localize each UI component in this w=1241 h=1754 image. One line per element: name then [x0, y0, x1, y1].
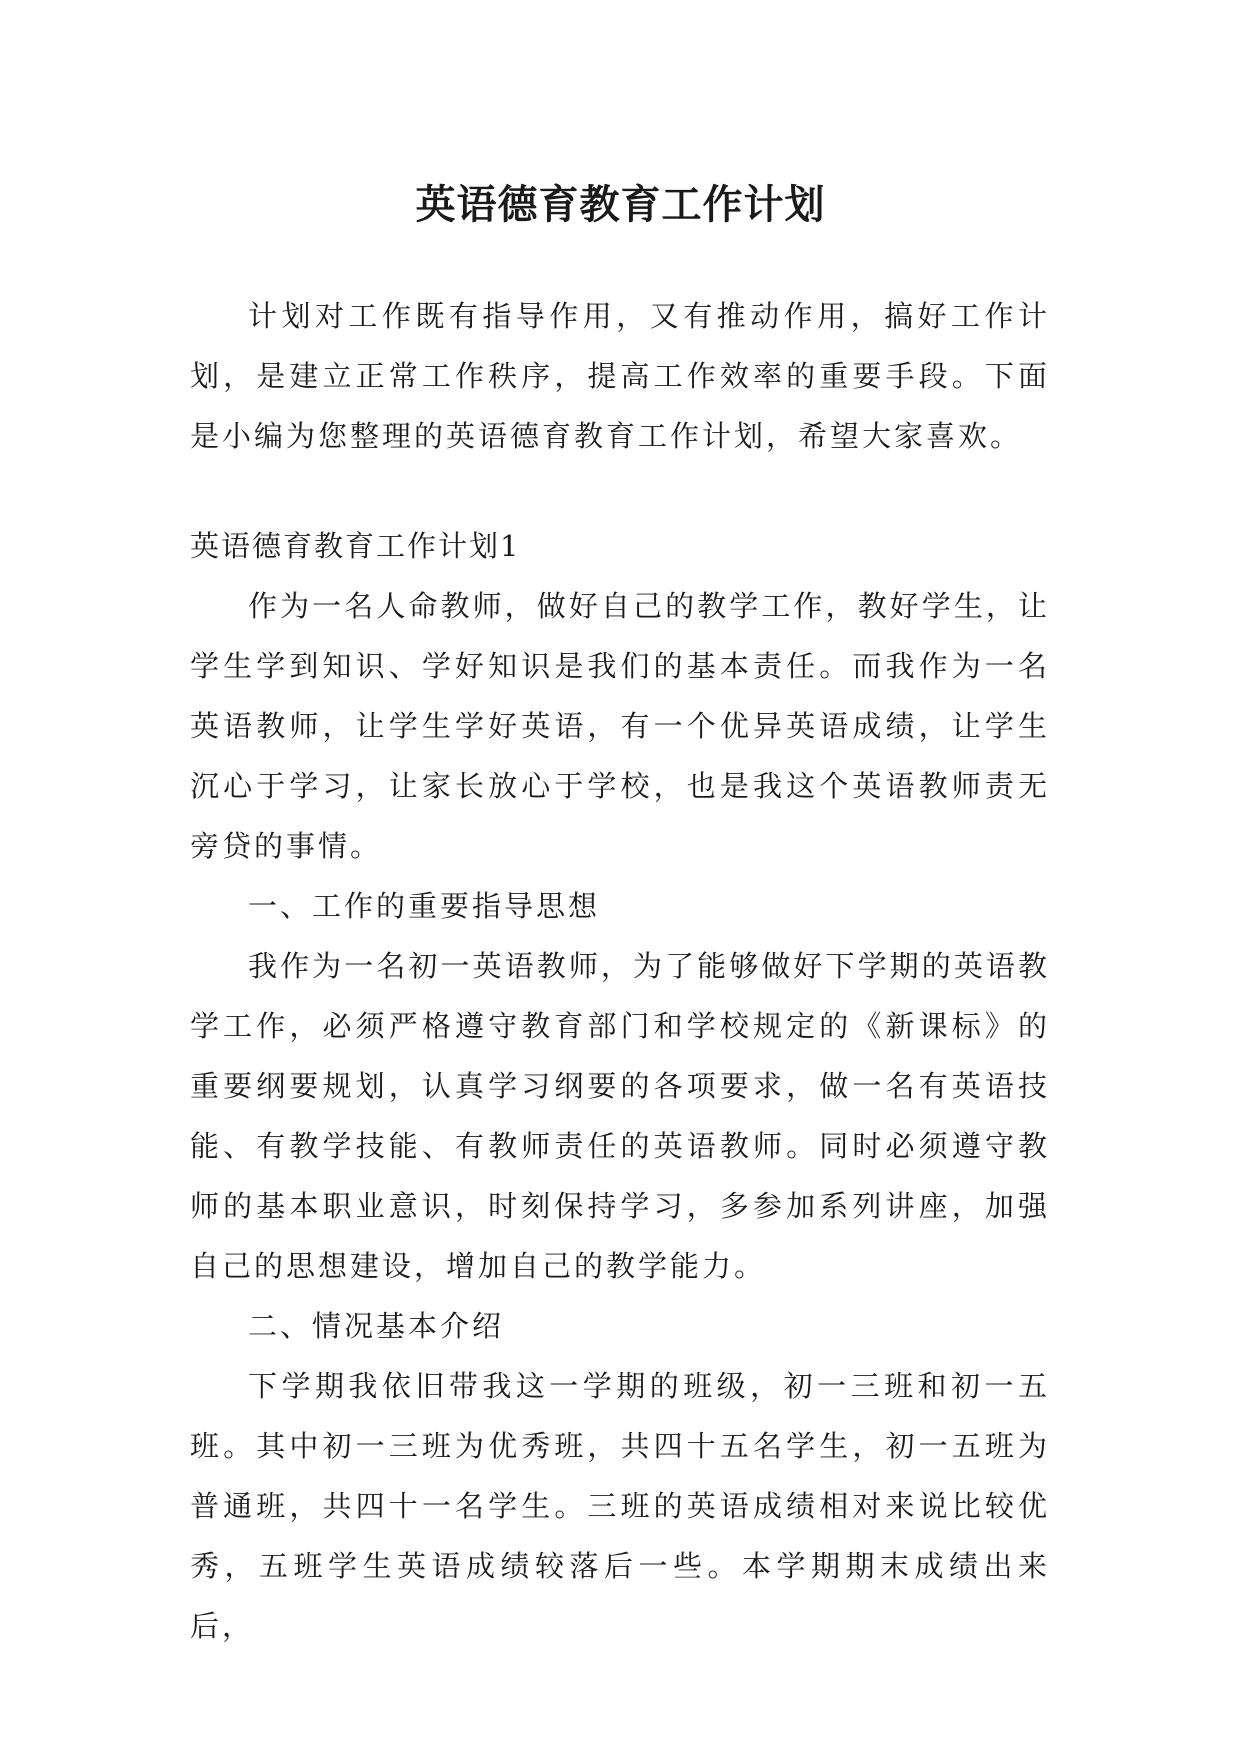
intro-paragraph: 计划对工作既有指导作用，又有推动作用，搞好工作计划，是建立正常工作秩序，提高工作效率的重要手段。下面是小编为您整理的英语德育教育工作计划，希望大家喜欢。 [190, 299, 1050, 453]
paragraph-basic-situation: 下学期我依旧带我这一学期的班级，初一三班和初一五班。其中初一三班为优秀班，共四十五名学生，初一五班为普通班，共四十一名学生。三班的英语成绩相对来说比较优秀，五班学生英语成绩较落后一些。本学期期末成绩出来后， [190, 1369, 1050, 1643]
heading-guiding-thought: 一、工作的重要指导思想 [248, 889, 601, 923]
paragraph-guiding-thought: 我作为一名初一英语教师，为了能够做好下学期的英语教学工作，必须严格遵守教育部门和学校规定的《新课标》的重要纲要规划，认真学习纲要的各项要求，做一名有英语技能、有教学技能、有教师责任的英语教师。同时必须遵守教师的基本职业意识，时刻保持学习，多参加系列讲座，加强自己的思想建设，增加自己的教学能力。 [190, 949, 1050, 1283]
paragraph-duty: 作为一名人命教师，做好自己的教学工作，教好学生，让学生学到知识、学好知识是我们的基本责任。而我作为一名英语教师，让学生学好英语，有一个优异英语成绩，让学生沉心于学习，让家长放心于学校，也是我这个英语教师责无旁贷的事情。 [190, 589, 1050, 863]
section-title: 英语德育教育工作计划1 [190, 529, 521, 563]
document-title: 英语德育教育工作计划 [415, 180, 826, 228]
document-body [190, 286, 1050, 1656]
heading-basic-situation: 二、情况基本介绍 [248, 1309, 505, 1343]
